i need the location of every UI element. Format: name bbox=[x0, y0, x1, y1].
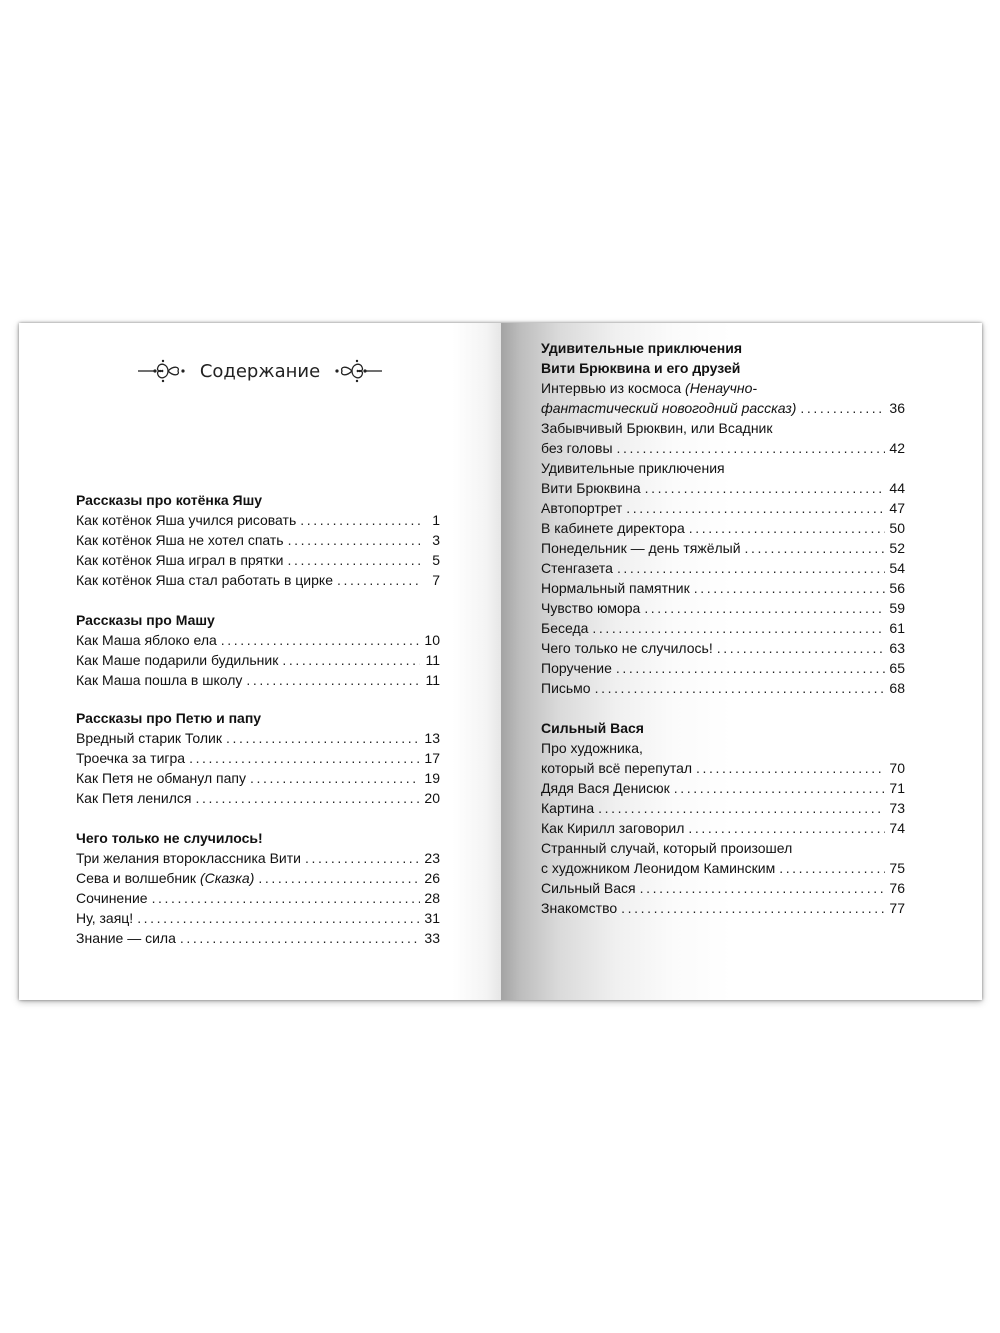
page-title: Содержание bbox=[199, 360, 321, 382]
book-spread bbox=[19, 323, 982, 1000]
toc-entry: Как Петя не обманул папу ..... 19 bbox=[76, 768, 440, 788]
page-number: 31 bbox=[424, 910, 440, 926]
page-number: 63 bbox=[889, 640, 905, 656]
page-number: 61 bbox=[889, 620, 905, 636]
page-number: 3 bbox=[432, 532, 440, 548]
toc-entry: который всё перепутал ..... 70 bbox=[541, 758, 905, 778]
toc-entry: Сева и волшебник (Сказка) ..... 26 bbox=[76, 868, 440, 888]
toc-entry: Дядя Вася Денисюк ..... 71 bbox=[541, 778, 905, 798]
section-title: Чего только не случилось! bbox=[76, 830, 263, 846]
page-number: 23 bbox=[424, 850, 440, 866]
page-number: 13 bbox=[424, 730, 440, 746]
section-title: Рассказы про Петю и папу bbox=[76, 710, 262, 726]
toc-entry: Три желания второклассника Вити ..... 23 bbox=[76, 848, 440, 868]
right-page bbox=[501, 323, 982, 1000]
page-number: 33 bbox=[424, 930, 440, 946]
toc-entry: Стенгазета ..... 54 bbox=[541, 558, 905, 578]
toc-entry: с художником Леонидом Каминским ..... 75 bbox=[541, 858, 905, 878]
page-number: 65 bbox=[889, 660, 905, 676]
page-number: 73 bbox=[889, 800, 905, 816]
page-number: 20 bbox=[424, 790, 440, 806]
toc-entry: Чего только не случилось! ..... 63 bbox=[541, 638, 905, 658]
left-page bbox=[19, 323, 501, 1000]
page-number: 7 bbox=[432, 572, 440, 588]
page-number: 19 bbox=[424, 770, 440, 786]
page-number: 50 bbox=[889, 520, 905, 536]
page-number: 76 bbox=[889, 880, 905, 896]
section-title: Рассказы про котёнка Яшу bbox=[76, 492, 263, 508]
ornament-left-icon bbox=[138, 358, 188, 384]
section-title: Сильный Вася bbox=[541, 720, 644, 736]
page-number: 10 bbox=[424, 632, 440, 648]
page-number: 47 bbox=[889, 500, 905, 516]
page-number: 70 bbox=[889, 760, 905, 776]
right-toc bbox=[541, 338, 905, 918]
page-number: 71 bbox=[889, 780, 905, 796]
page-number: 68 bbox=[889, 680, 905, 696]
toc-entry: Как котёнок Яша не хотел спать ..... 3 bbox=[76, 530, 440, 550]
toc-entry: Понедельник — день тяжёлый ..... 52 bbox=[541, 538, 905, 558]
toc-entry: В кабинете директора ..... 50 bbox=[541, 518, 905, 538]
toc-entry: Как Маше подарили будильник ..... 11 bbox=[76, 650, 440, 670]
toc-entry: Как котёнок Яша учился рисовать ..... 1 bbox=[76, 510, 440, 530]
toc-entry: Картина ..... 73 bbox=[541, 798, 905, 818]
page-number: 28 bbox=[424, 890, 440, 906]
left-toc bbox=[76, 490, 440, 948]
toc-entry: Вити Брюквина ..... 44 bbox=[541, 478, 905, 498]
page-number: 11 bbox=[425, 652, 440, 668]
page-number: 56 bbox=[889, 580, 905, 596]
toc-entry: Беседа ..... 61 bbox=[541, 618, 905, 638]
toc-entry-line: Странный случай, который произошел bbox=[541, 840, 793, 856]
toc-entry: Знание — сила ..... 33 bbox=[76, 928, 440, 948]
toc-entry: Сочинение ..... 28 bbox=[76, 888, 440, 908]
page-number: 11 bbox=[425, 672, 440, 688]
page-number: 42 bbox=[889, 440, 905, 456]
toc-entry-line: Забывчивый Брюквин, или Всадник bbox=[541, 420, 773, 436]
page-number: 5 bbox=[432, 552, 440, 568]
toc-entry: Сильный Вася ..... 76 bbox=[541, 878, 905, 898]
page-number: 54 bbox=[889, 560, 905, 576]
page-number: 36 bbox=[889, 400, 905, 416]
toc-entry-line: Интервью из космоса (Ненаучно- bbox=[541, 380, 758, 396]
toc-entry: Ну, заяц! ..... 31 bbox=[76, 908, 440, 928]
toc-entry: Нормальный памятник ..... 56 bbox=[541, 578, 905, 598]
toc-entry: Троечка за тигра ..... 17 bbox=[76, 748, 440, 768]
page-number: 26 bbox=[424, 870, 440, 886]
toc-entry: Как котёнок Яша стал работать в цирке ..... 7 bbox=[76, 570, 440, 590]
toc-entry-line: Про художника, bbox=[541, 740, 643, 756]
toc-entry: Как котёнок Яша играл в прятки ..... 5 bbox=[76, 550, 440, 570]
ornament-right-icon bbox=[332, 358, 382, 384]
toc-entry: Вредный старик Толик ..... 13 bbox=[76, 728, 440, 748]
toc-entry: Знакомство ..... 77 bbox=[541, 898, 905, 918]
toc-entry: Письмо ..... 68 bbox=[541, 678, 905, 698]
contents-heading bbox=[19, 358, 501, 384]
page-number: 1 bbox=[432, 512, 440, 528]
toc-entry: Как Маша пошла в школу ..... 11 bbox=[76, 670, 440, 690]
section-title: Вити Брюквина и его друзей bbox=[541, 360, 741, 376]
toc-entry: Как Кирилл заговорил ..... 74 bbox=[541, 818, 905, 838]
page-number: 44 bbox=[889, 480, 905, 496]
toc-entry: Чувство юмора ..... 59 bbox=[541, 598, 905, 618]
toc-entry-line: Удивительные приключения bbox=[541, 460, 725, 476]
page-number: 75 bbox=[889, 860, 905, 876]
page-number: 17 bbox=[424, 750, 440, 766]
toc-entry: без головы ..... 42 bbox=[541, 438, 905, 458]
toc-entry: фантастический новогодний рассказ) ..... 36 bbox=[541, 398, 905, 418]
toc-entry: Как Петя ленился ..... 20 bbox=[76, 788, 440, 808]
section-title: Рассказы про Машу bbox=[76, 612, 215, 628]
page-number: 59 bbox=[889, 600, 905, 616]
section-title: Удивительные приключения bbox=[541, 340, 743, 356]
toc-entry: Как Маша яблоко ела ..... 10 bbox=[76, 630, 440, 650]
toc-entry: Автопортрет ..... 47 bbox=[541, 498, 905, 518]
page-number: 74 bbox=[889, 820, 905, 836]
toc-entry: Поручение ..... 65 bbox=[541, 658, 905, 678]
page-number: 52 bbox=[889, 540, 905, 556]
page-number: 77 bbox=[889, 900, 905, 916]
